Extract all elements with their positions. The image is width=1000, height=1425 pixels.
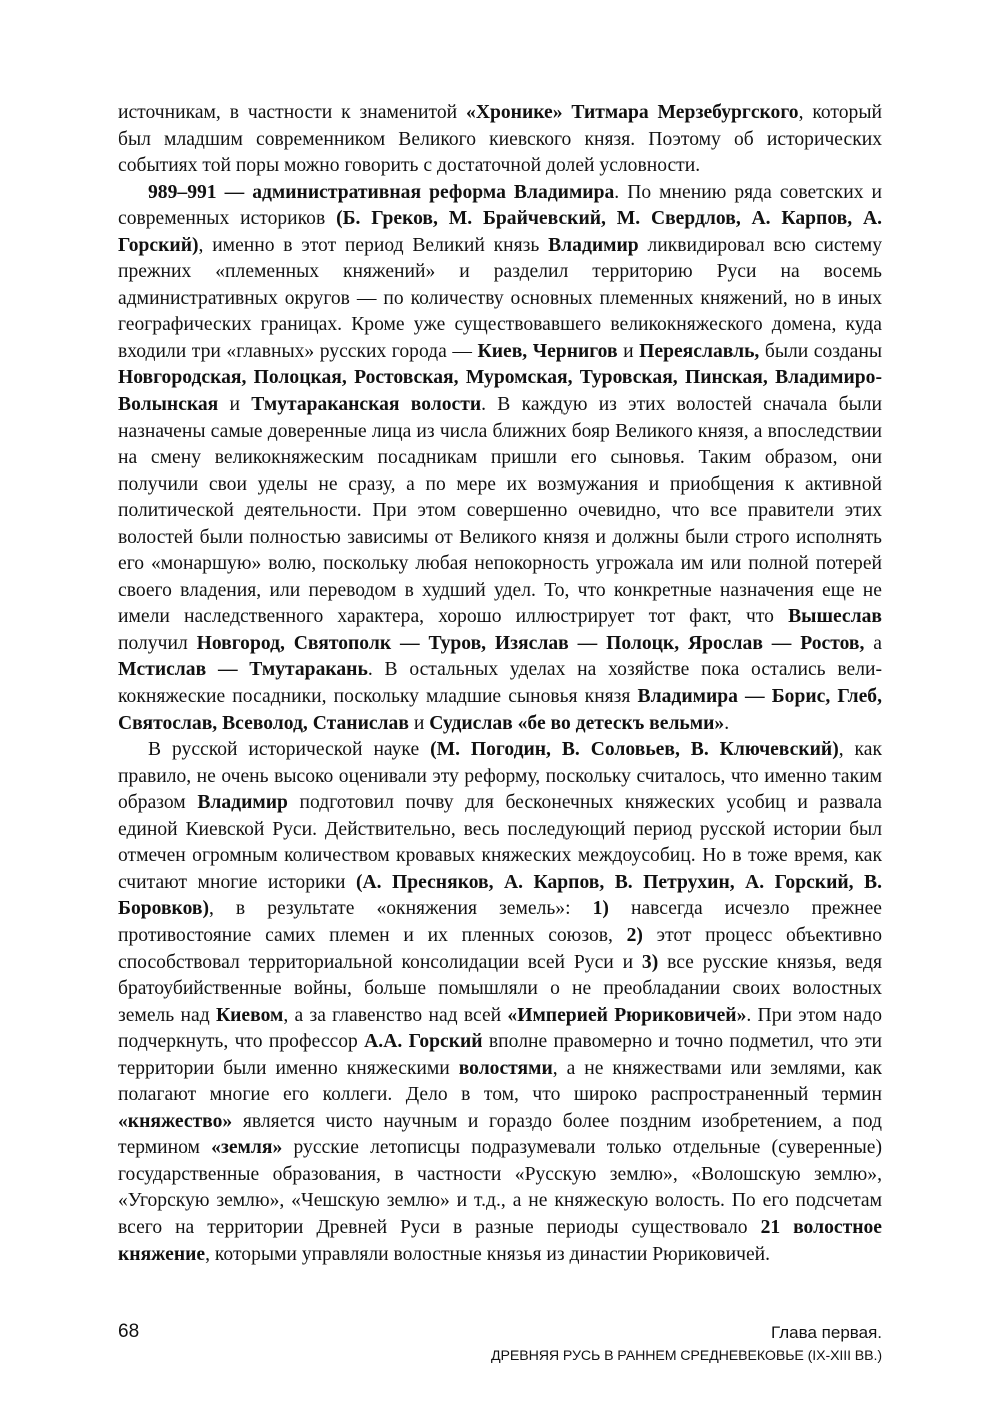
bold-run: (Б. Греков, М. Брайчевский, М. Свердлов, А. Карпов, А. Горский) [118,208,883,256]
bold-run: (М. Погодин, В. Соловьев, В. Ключевский) [430,739,839,761]
text-run: , а за главенство над всей [283,1004,508,1026]
bold-run: Киев, Чернигов [477,340,618,362]
text-run: , как правило, не очень высоко оценивали эту реформу, поскольку считалось, что именно таким образом [118,739,882,814]
text-run: ликвидировал всю систему прежних «племенных княжений» и разделил территорию Руси на восемь административных округов — по количеству основных племенных княжений, но в иных географических границах. Кроме уже существовавшего великокняжеского домена, куда входили три «главных» русских города — [118,234,882,362]
bold-run: А.А. Горский [364,1031,483,1053]
paragraph-1 [118,100,882,180]
text-run: В русской исторической науке [148,739,431,761]
bold-run: Киевом [215,1004,284,1026]
text-run: навсегда исчезло прежнее противостояние самих племен и их пленных союзов, [118,898,882,946]
bold-run: «Империей Рюриковичей» [507,1004,747,1026]
bold-run: «земля» [211,1137,283,1159]
bold-run: Владимира — Борис, Глеб, Святослав, Всеволод, Станислав [118,686,882,734]
text-run: . В остальных уделах на хозяйстве пока остались великокняжеские посадники, поскольку младшие сыновья князя [118,659,882,708]
text-run: . [724,712,730,734]
text-run: источникам, в частности к знаменитой [118,102,467,123]
bold-run: «Хронике» Титмара Мерзебургского [466,102,799,123]
paragraph-3 [118,737,882,1268]
text-run: подготовил почву для бесконечных княжеских усобиц и развала единой Киевской Руси. Действительно, весь последующий период русской истории был отмечен огромным количеством кровавых княжеских междоусобиц. Но в тоже время, как считают многие историки [118,792,882,893]
text-run: , который был младшим современником Великого киевского князя. Поэтому об исторических событиях той поры можно говорить с достаточной долей условности. [118,102,882,177]
bold-run: «княжество» [118,1110,233,1132]
bold-run: Переяславль, [639,340,760,362]
bold-run: Новгородская, Полоцкая, Ростовская, Муромская, Туровская, Пинская, Владимиро-Волынская [118,367,882,416]
text-run: все русские князья, ведя братоубийственные войны, больше помышляли о не преобладании своих волостных земель над [118,951,882,1026]
bold-run: 989–991 — административная реформа Владимира [148,181,615,203]
bold-run: (А. Пресняков, А. Карпов, В. Петрухин, А. Горский, В. Боровков) [118,871,882,920]
text-run: а [864,632,882,654]
bold-run: 2) [626,924,643,946]
bold-run: Тмутараканская волости [251,394,482,416]
text-run: является чисто научным и гораздо более поздним изобретением, а под термином [118,1110,882,1159]
bold-run: волостями [458,1057,553,1079]
bold-run: 1) [592,898,609,920]
bold-run: Вышеслав [788,606,882,628]
running-footer [491,1321,882,1367]
text-run: получил [118,632,197,654]
text-run: были созданы [759,340,883,362]
text-run: , именно в этот период Великий князь [198,234,549,256]
bold-run: Новгород, Святополк — Туров, Изяслав — Полоцк, Ярослав — Ростов, [196,632,865,654]
text-run: , а не княжествами или землями, как полагают многие его коллеги. Дело в том, что широко распространенный термин [118,1057,882,1106]
bold-run: 21 волостное княжение [118,1216,882,1265]
page-number: 68 [118,1321,140,1342]
text-run: и [617,340,640,362]
text-run: и [408,712,430,734]
text-run: вполне правомерно и точно подметил, что эти территории были именно княжескими [118,1031,882,1079]
bold-run: Владимир [548,234,639,256]
bold-run: 3) [641,951,659,973]
chapter-subtitle: ДРЕВНЯЯ РУСЬ В РАННЕМ СРЕДНЕВЕКОВЬЕ (IX-XIII ВВ.) [491,1348,882,1364]
text-run: . По мнению ряда советских и современных историков [118,181,882,230]
body-text [118,100,882,1268]
text-run: . При этом надо подчеркнуть, что профессор [118,1004,882,1053]
bold-run: Мстислав — Тмутаракань [118,659,368,681]
chapter-title: Глава первая. [771,1323,882,1342]
text-run: этот процесс объективно способствовал территориальной консолидации всей Руси и [118,924,882,973]
text-run: и [218,394,252,416]
text-run: . В каждую из этих волостей сначала были назначены самые доверенные лица из числа ближних бояр Великого князя, а впоследствии на смену великокняжеским посадникам пришли его сыновья. Таким образом, они получили свои уделы не сразу, а по мере их возмужания и приобщения к активной политической деятельности. При этом совершенно очевидно, что все правители этих волостей были полностью зависимы от Великого князя и должны были строго исполнять его «монаршую» волю, поскольку любая непокорность угрожала им или полной потерей своего владения, или переводом в худший удел. То, что конкретные назначения еще не имели наследственного характера, хорошо иллюстрирует тот факт, что [118,394,882,628]
bold-run: Владимир [197,792,288,814]
text-run: , которыми управляли волостные князья из династии Рюриковичей. [205,1243,771,1265]
text-run: , в результате «окняжения земель»: [208,898,593,920]
text-run: русские летописцы подразумевали только отдельные (суверенные) государственные образования, в частности «Русскую землю», «Волошскую землю», «Угорскую землю», «Чешскую землю» и т.д., а не княжескую волость. По его подсчетам всего на территории Древней Руси в разные периоды существовало [118,1137,883,1238]
paragraph-2 [118,180,882,737]
bold-run: Судислав «бе во детескъ вельми» [429,712,725,734]
